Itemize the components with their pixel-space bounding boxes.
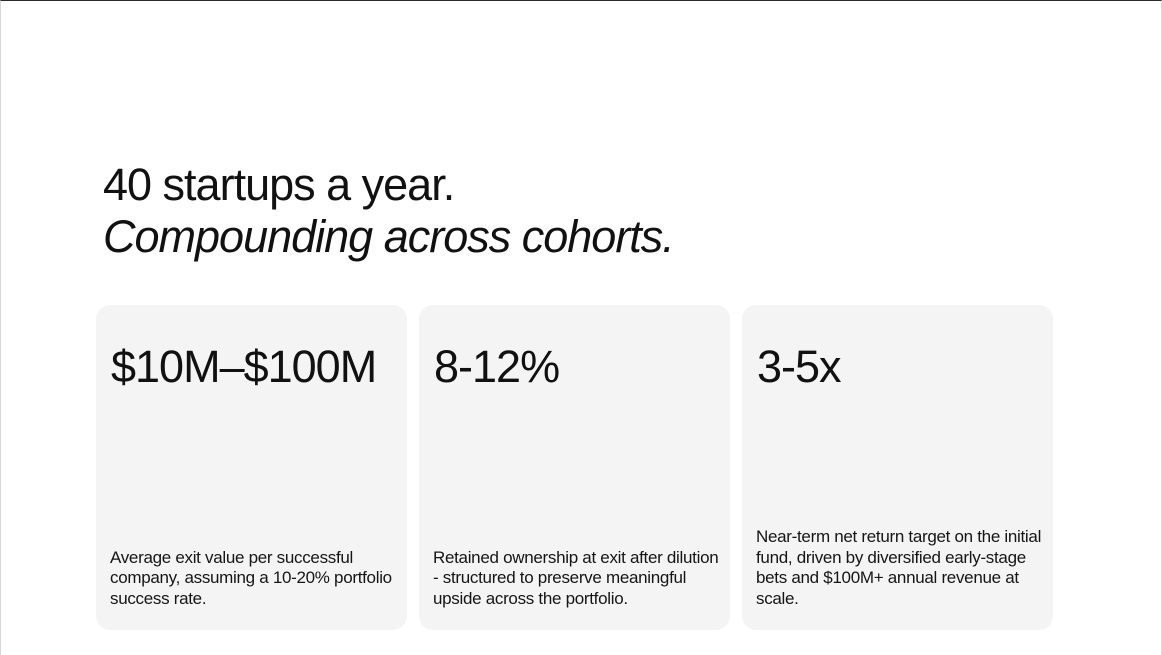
stat-description: Retained ownership at exit after dilution - structured to preserve meaningful upside across the portfolio. xyxy=(433,547,719,608)
stat-card-exit-value xyxy=(96,305,407,630)
stat-cards xyxy=(96,305,1053,630)
stat-description: Average exit value per successful company, assuming a 10-20% portfolio success rate. xyxy=(110,547,392,608)
stat-card-return-target xyxy=(742,305,1053,630)
stat-value: 8-12% xyxy=(434,341,560,392)
stat-value: $10M–$100M xyxy=(111,341,377,392)
stat-value: 3-5x xyxy=(757,341,841,392)
headline-secondary: Compounding across cohorts. xyxy=(103,211,674,262)
page-headline xyxy=(103,159,674,263)
stat-description: Near-term net return target on the initial fund, driven by diversified early-stage bets and $100M+ annual revenue at scale. xyxy=(756,527,1042,608)
headline-primary: 40 startups a year. xyxy=(103,159,455,210)
stat-card-ownership xyxy=(419,305,730,630)
